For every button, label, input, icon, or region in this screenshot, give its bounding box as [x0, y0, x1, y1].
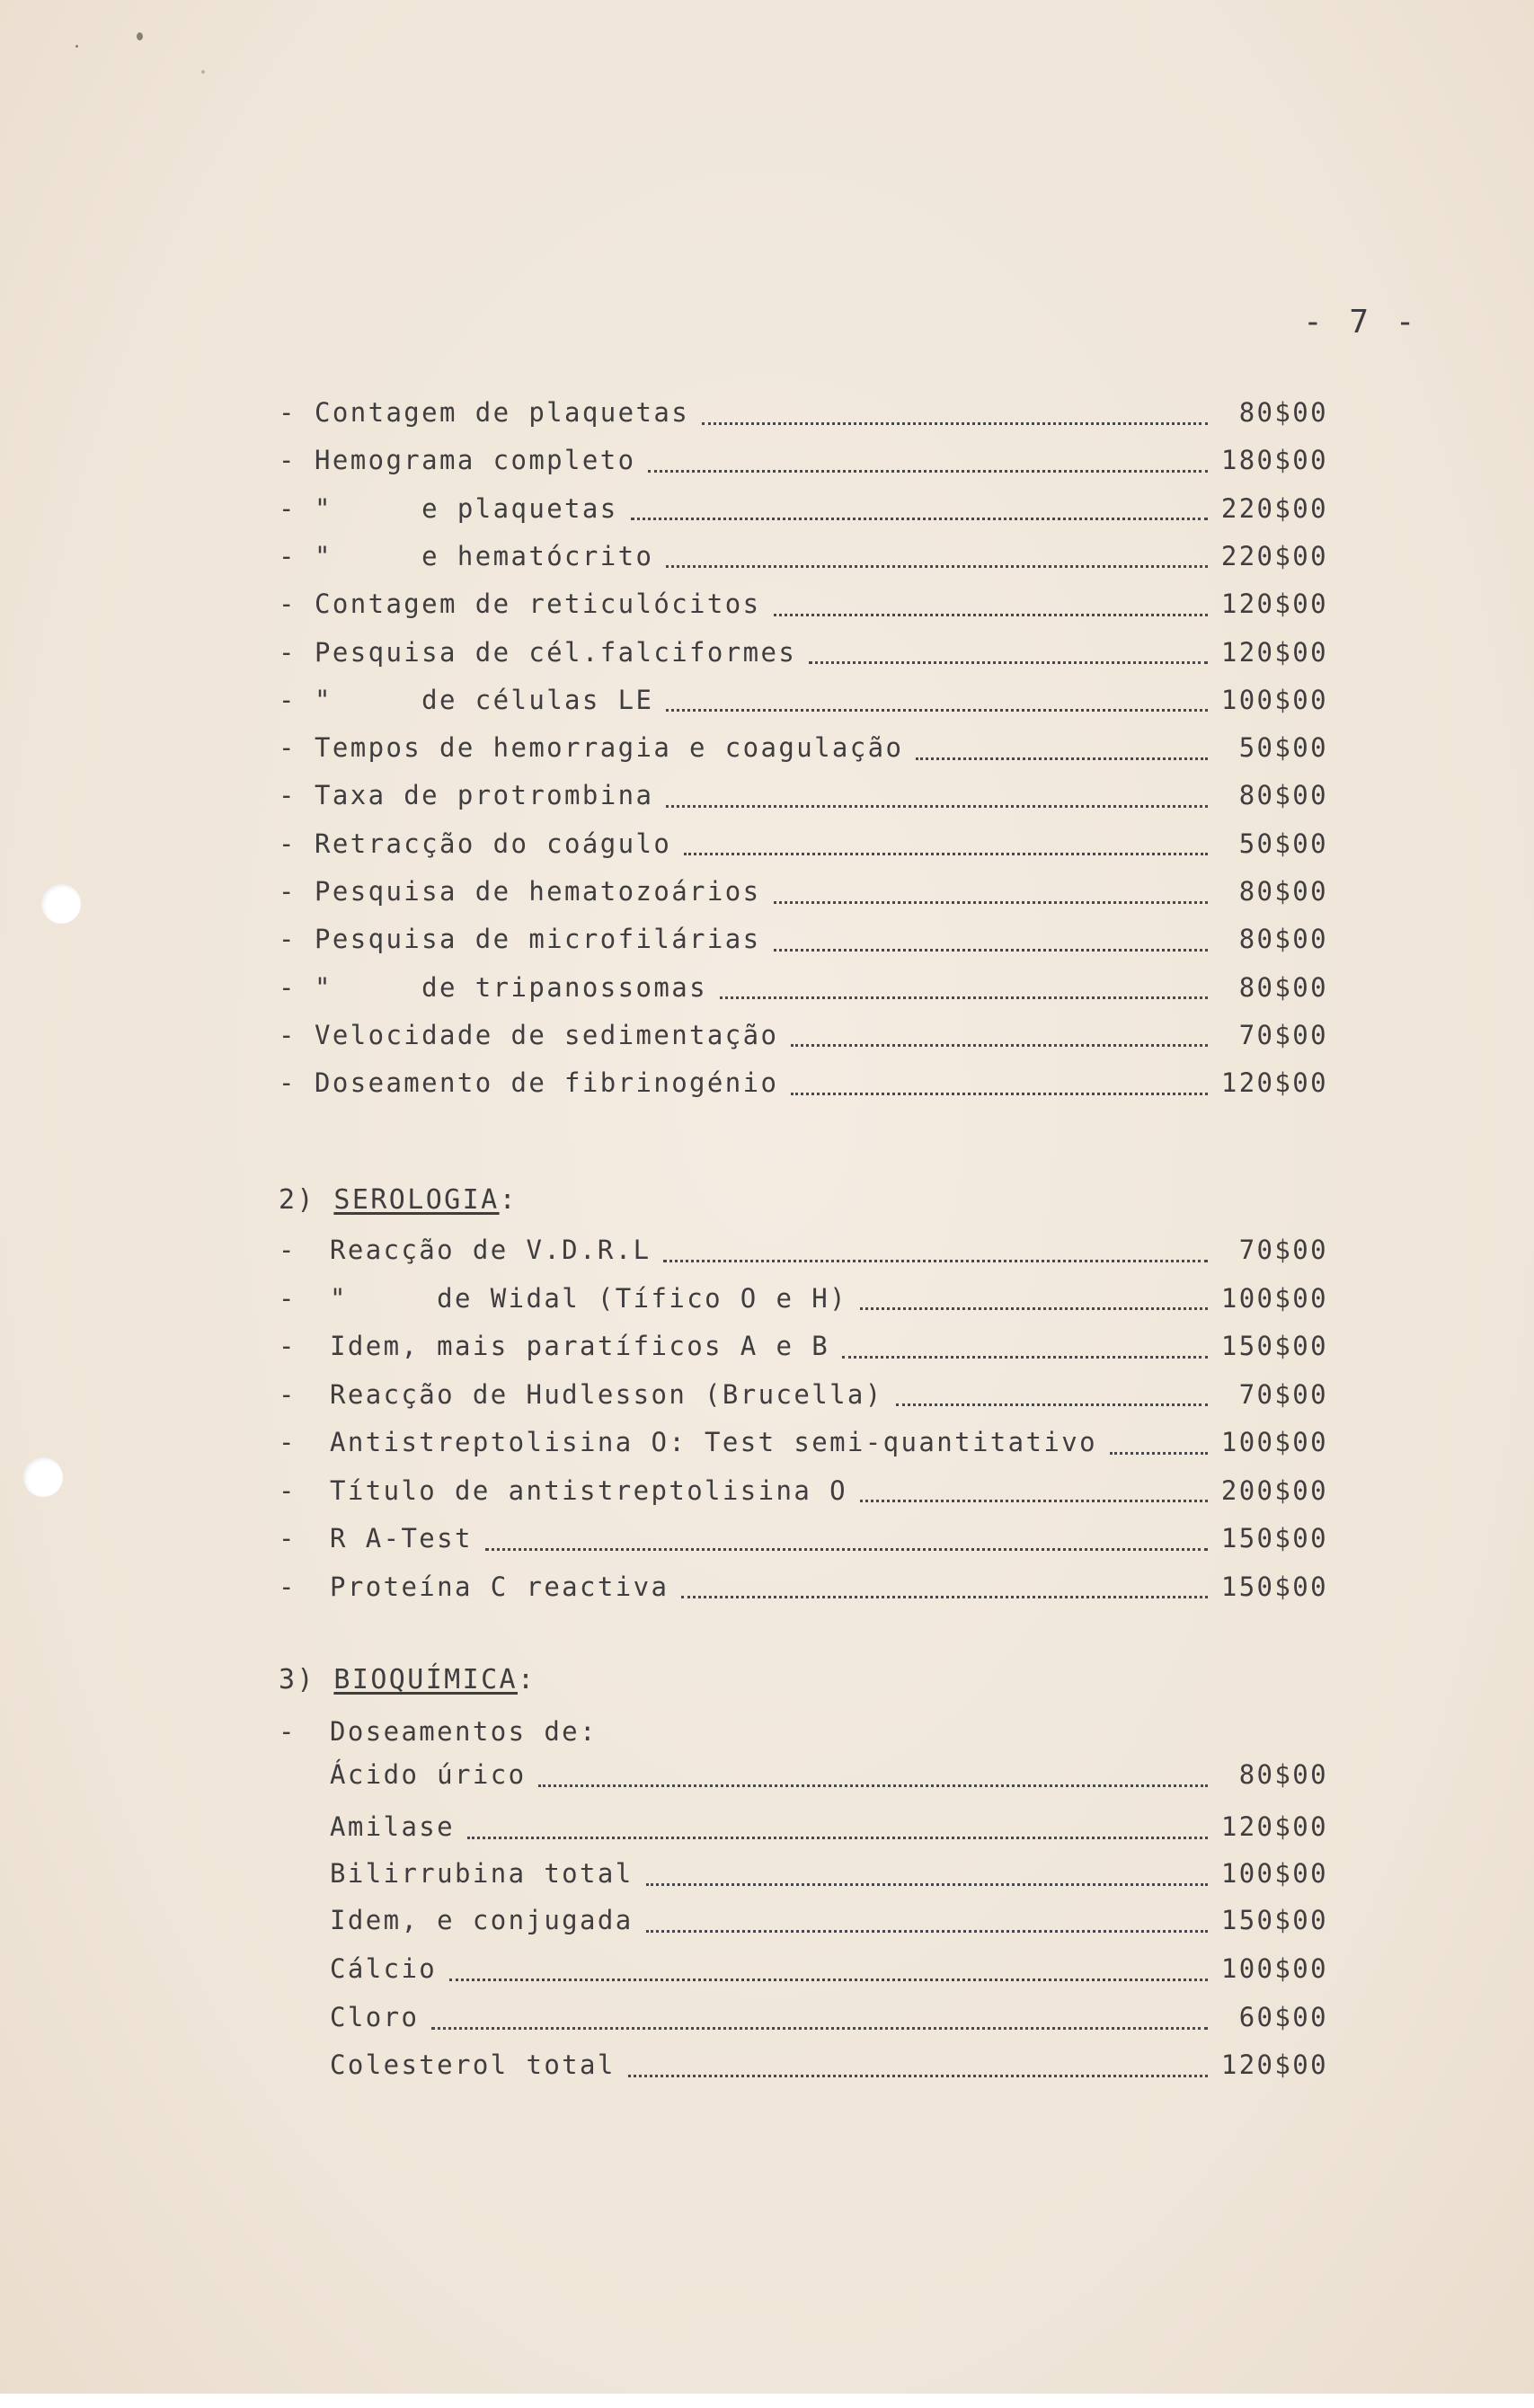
section-number: 2) — [279, 1184, 315, 1216]
list-dash: - — [279, 971, 297, 1003]
item-label: Bilirrubina total — [330, 1858, 634, 1889]
item-price: 100$00 — [1220, 1858, 1328, 1889]
price-row — [279, 1020, 1328, 1059]
item-label: Idem, e conjugada — [330, 1905, 634, 1935]
item-label: e hematócrito — [421, 540, 654, 571]
ditto-mark: " — [315, 971, 422, 1003]
dot-leader — [538, 1768, 1208, 1787]
dot-leader — [702, 406, 1208, 425]
section-number: 3) — [279, 1664, 315, 1695]
dot-leader — [449, 1962, 1208, 1981]
price-row — [279, 780, 1328, 819]
price-row — [279, 1475, 1328, 1515]
list-dash: - — [279, 1427, 297, 1457]
item-price: 100$00 — [1220, 1282, 1328, 1314]
item-label: Pesquisa de hematozoários — [315, 876, 761, 907]
item-price: 80$00 — [1238, 971, 1328, 1003]
price-row — [279, 493, 1328, 533]
item-label: e plaquetas — [421, 492, 618, 524]
dot-leader — [809, 645, 1208, 664]
dot-leader — [791, 1076, 1208, 1095]
price-row — [330, 1811, 1328, 1851]
price-row — [279, 1571, 1328, 1611]
price-row — [279, 732, 1328, 772]
item-label: Colesterol total — [330, 2049, 616, 2080]
section-title: BIOQUÍMICA — [333, 1664, 519, 1695]
list-dash: - — [279, 1378, 297, 1410]
ditto-mark: " — [315, 492, 422, 524]
dot-leader — [774, 885, 1209, 904]
item-label: Título de antistreptolisina O — [330, 1474, 847, 1506]
item-label: R A-Test — [330, 1523, 473, 1554]
item-price: 70$00 — [1238, 1019, 1328, 1050]
price-row — [279, 828, 1328, 868]
item-price: 120$00 — [1220, 1067, 1328, 1099]
price-row — [330, 1759, 1328, 1799]
dot-leader — [666, 789, 1208, 808]
list-dash: - — [279, 589, 297, 620]
ink-speck — [201, 70, 205, 74]
price-row — [279, 1283, 1328, 1323]
dot-leader — [666, 693, 1208, 712]
item-label: Contagem de reticulócitos — [315, 589, 761, 620]
item-price: 80$00 — [1238, 924, 1328, 955]
dot-leader — [646, 1914, 1208, 1933]
list-dash: - — [279, 828, 297, 859]
dot-leader — [646, 1867, 1208, 1886]
punch-hole — [41, 884, 81, 924]
section-colon: : — [518, 1664, 536, 1695]
price-row — [279, 541, 1328, 580]
price-row — [279, 1235, 1328, 1274]
list-dash: - — [279, 397, 297, 428]
item-label: Reacção de Hudlesson (Brucella) — [330, 1378, 883, 1410]
price-row — [279, 972, 1328, 1012]
ditto-mark: " — [315, 540, 422, 571]
section-colon: : — [499, 1184, 519, 1216]
item-price: 80$00 — [1238, 780, 1328, 811]
list-dash: - — [279, 780, 297, 811]
list-dash: - — [279, 684, 297, 715]
dot-leader — [666, 549, 1208, 568]
item-label: Amilase — [330, 1811, 456, 1842]
dot-leader — [628, 2058, 1208, 2077]
item-price: 80$00 — [1238, 1759, 1328, 1790]
item-label: de tripanossomas — [421, 971, 707, 1003]
section-title: SEROLOGIA — [333, 1184, 500, 1216]
doseamentos-intro — [279, 1716, 598, 1747]
item-price: 70$00 — [1238, 1235, 1328, 1265]
dot-leader — [684, 837, 1208, 855]
item-label: Ácido úrico — [330, 1759, 527, 1790]
dot-leader — [431, 2011, 1208, 2030]
item-price: 80$00 — [1238, 876, 1328, 907]
item-label: de células LE — [421, 684, 654, 715]
item-label: Idem, mais paratíficos A e B — [330, 1331, 830, 1361]
dot-leader — [485, 1532, 1208, 1551]
item-price: 120$00 — [1220, 2049, 1328, 2080]
item-label: Proteína C reactiva — [330, 1571, 669, 1602]
item-price: 60$00 — [1238, 2002, 1328, 2032]
dot-leader — [860, 1483, 1208, 1502]
list-dash: - — [279, 1474, 297, 1506]
list-dash: - — [279, 636, 297, 668]
item-price: 200$00 — [1220, 1474, 1328, 1506]
dot-leader — [467, 1820, 1208, 1839]
list-dash: - — [279, 1282, 297, 1314]
item-price: 70$00 — [1238, 1378, 1328, 1410]
item-price: 150$00 — [1220, 1523, 1328, 1554]
list-dash: - — [279, 1019, 297, 1050]
item-label: Cálcio — [330, 1953, 438, 1984]
ditto-mark: " — [315, 684, 422, 715]
item-price: 100$00 — [1220, 1953, 1328, 1984]
dot-leader — [1110, 1436, 1208, 1455]
item-label: Cloro — [330, 2002, 420, 2032]
list-dash: - — [279, 876, 297, 907]
scan-border — [0, 2394, 1534, 2408]
ink-speck — [75, 45, 78, 48]
item-label: Taxa de protrombina — [315, 780, 654, 811]
list-dash: - — [279, 1067, 297, 1099]
price-row — [330, 2002, 1328, 2041]
item-price: 150$00 — [1220, 1331, 1328, 1361]
list-dash: - — [279, 1716, 297, 1747]
dot-leader — [896, 1387, 1208, 1406]
price-row — [279, 445, 1328, 484]
dot-leader — [774, 598, 1209, 616]
dot-leader — [774, 933, 1209, 952]
dot-leader — [842, 1340, 1208, 1359]
price-row — [330, 1953, 1328, 1993]
item-price: 150$00 — [1220, 1905, 1328, 1935]
list-dash: - — [279, 1523, 297, 1554]
price-row — [330, 1858, 1328, 1898]
dot-leader — [791, 1028, 1208, 1047]
list-dash: - — [279, 1571, 297, 1602]
list-dash: - — [279, 445, 297, 476]
dot-leader — [720, 980, 1208, 999]
item-label: Contagem de plaquetas — [315, 397, 690, 428]
price-row — [279, 1067, 1328, 1107]
price-row — [279, 1379, 1328, 1419]
item-label: Pesquisa de microfilárias — [315, 924, 761, 955]
punch-hole — [23, 1457, 63, 1497]
item-label: Tempos de hemorragia e coagulação — [315, 732, 904, 764]
item-price: 100$00 — [1220, 1427, 1328, 1457]
item-label: Pesquisa de cél.falciformes — [315, 636, 797, 668]
list-dash: - — [279, 732, 297, 764]
dot-leader — [631, 501, 1208, 520]
item-price: 120$00 — [1220, 589, 1328, 620]
item-price: 180$00 — [1220, 445, 1328, 476]
price-row — [330, 1905, 1328, 1944]
price-row — [279, 1523, 1328, 1563]
item-label: Reacção de V.D.R.L — [330, 1235, 652, 1265]
price-row — [279, 637, 1328, 677]
item-price: 50$00 — [1238, 828, 1328, 859]
price-row — [279, 397, 1328, 437]
item-label: Retracção do coágulo — [315, 828, 672, 859]
item-label: Antistreptolisina O: Test semi-quantitativo — [330, 1427, 1097, 1457]
section-heading-bioquimica — [279, 1664, 536, 1695]
price-row — [279, 1331, 1328, 1370]
price-row — [330, 2049, 1328, 2089]
section-heading-serologia — [279, 1184, 518, 1216]
intro-label: Doseamentos de: — [330, 1716, 598, 1747]
dot-leader — [681, 1580, 1208, 1598]
list-dash: - — [279, 492, 297, 524]
item-price: 150$00 — [1220, 1571, 1328, 1602]
price-row — [279, 589, 1328, 628]
item-price: 120$00 — [1220, 636, 1328, 668]
dot-leader — [648, 454, 1208, 473]
list-dash: - — [279, 924, 297, 955]
price-row — [279, 685, 1328, 724]
item-price: 220$00 — [1220, 540, 1328, 571]
list-dash: - — [279, 1331, 297, 1361]
price-row — [279, 1427, 1328, 1466]
price-row — [279, 876, 1328, 916]
item-label: Doseamento de fibrinogénio — [315, 1067, 779, 1099]
item-label: Hemograma completo — [315, 445, 636, 476]
dot-leader — [663, 1244, 1208, 1262]
item-label: Velocidade de sedimentação — [315, 1019, 779, 1050]
ink-speck — [137, 32, 143, 40]
page-number: - 7 - — [1303, 304, 1419, 341]
price-row — [279, 924, 1328, 963]
ditto-mark: " — [330, 1282, 438, 1314]
item-price: 100$00 — [1220, 684, 1328, 715]
item-price: 80$00 — [1238, 397, 1328, 428]
list-dash: - — [279, 1235, 297, 1265]
item-price: 50$00 — [1238, 732, 1328, 764]
list-dash: - — [279, 540, 297, 571]
item-price: 120$00 — [1220, 1811, 1328, 1842]
dot-leader — [860, 1291, 1208, 1310]
dot-leader — [916, 741, 1208, 760]
item-label: de Widal (Tífico O e H) — [437, 1282, 847, 1314]
item-price: 220$00 — [1220, 492, 1328, 524]
